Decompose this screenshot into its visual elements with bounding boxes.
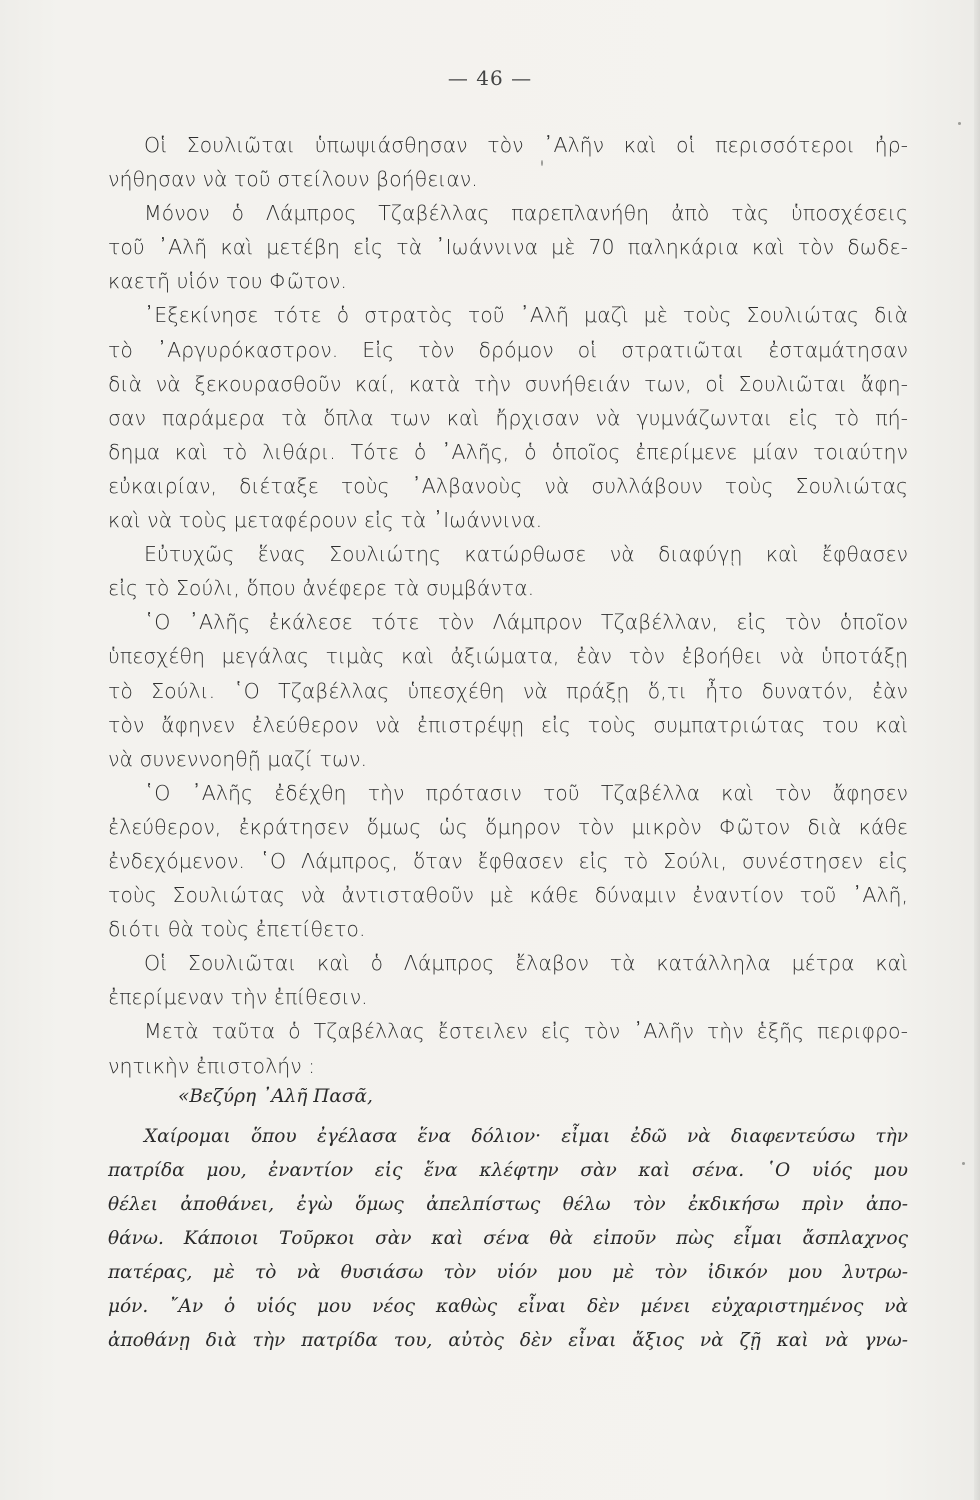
text-line: δημα καὶ τὸ λιθάρι. Τότε ὁ ᾿Αλῆς, ὁ ὁποῖος ἐπερίμενε μίαν τοιαύτην — [108, 439, 908, 464]
letter-line: θέλει ἀποθάνει, ἐγὼ ὅμως ἀπελπίστως θέλω τὸν ἐκδικήσω πρὶν ἀπο- — [108, 1194, 908, 1215]
body-text — [108, 128, 908, 1083]
letter-salutation: «Βεζύρη ᾿Αλῆ Πασᾶ, — [178, 1086, 373, 1107]
text-line: ῾Ο ᾿Αλῆς ἐκάλεσε τότε τὸν Λάμπρον Τζαβέλλαν, εἰς τὸν ὁποῖον — [144, 610, 908, 635]
paper-speck — [958, 122, 961, 125]
paper-speck — [962, 1162, 965, 1165]
text-line: νητικὴν ἐπιστολήν : — [108, 1053, 316, 1078]
text-line: σαν παράμερα τὰ ὅπλα των καὶ ἤρχισαν νὰ γυμνάζωνται εἰς τὸ πή- — [108, 405, 908, 430]
text-line: τὸν ἄφηνεν ἐλεύθερον νὰ ἐπιστρέψῃ εἰς τοὺς συμπατριώτας του καὶ — [108, 712, 908, 737]
text-line: ἐπερίμεναν τὴν ἐπίθεσιν. — [108, 985, 368, 1010]
letter-line: πατρίδα μου, ἐναντίον εἰς ἕνα κλέφτην σὰν καὶ σένα. ῾Ο υἱός μου — [108, 1160, 908, 1181]
page-edge — [974, 0, 980, 1500]
text-line: ἐλεύθερον, ἐκράτησεν ὅμως ὡς ὅμηρον τὸν μικρὸν Φῶτον διὰ κάθε — [108, 814, 908, 839]
text-line: Οἱ Σουλιῶται ὑπωψιάσθησαν τὸν ᾿Αλῆν καὶ οἱ περισσότεροι ἠρ- — [144, 133, 908, 157]
text-line: Μόνον ὁ Λάμπρος Τζαβέλλας παρεπλανήθη ἀπὸ τὰς ὑποσχέσεις — [144, 201, 908, 226]
paper-speck — [541, 160, 543, 166]
text-line: Οἱ Σουλιῶται καὶ ὁ Λάμπρος ἔλαβον τὰ κατάλληλα μέτρα καὶ — [144, 951, 908, 976]
text-line: ὑπεσχέθη μεγάλας τιμὰς καὶ ἀξιώματα, ἐὰν τὸν ἐβοήθει νὰ ὑποτάξῃ — [108, 644, 908, 669]
text-line: τὸ Σούλι. ῾Ο Τζαβέλλας ὑπεσχέθη νὰ πράξῃ ὅ,τι ἦτο δυνατόν, ἐὰν — [108, 678, 908, 703]
letter-line: ἀποθάνῃ διὰ τὴν πατρίδα του, αὐτὸς δὲν εἶναι ἄξιος νὰ ζῇ καὶ νὰ γνω- — [108, 1330, 908, 1351]
text-line: διὰ νὰ ξεκουρασθοῦν καί, κατὰ τὴν συνήθειάν των, οἱ Σουλιῶται ἄφη- — [108, 371, 908, 396]
text-line: εἰς τὸ Σούλι, ὅπου ἀνέφερε τὰ συμβάντα. — [108, 576, 535, 601]
letter-line: θάνω. Κάποιοι Τοῦρκοι σὰν καὶ σένα θὰ εἰποῦν πὼς εἶμαι ἄσπλαχνος — [108, 1228, 908, 1249]
letter-line: μόν. ῎Αν ὁ υἱός μου νέος καθὼς εἶναι δὲν μένει εὐχαριστημένος νὰ — [108, 1296, 908, 1317]
text-line: Μετὰ ταῦτα ὁ Τζαβέλλας ἔστειλεν εἰς τὸν ᾿Αλῆν τὴν ἑξῆς περιφρο- — [144, 1019, 908, 1044]
letter-text — [108, 1080, 908, 1358]
page-number: — 46 — — [447, 66, 533, 90]
text-line: ἐνδεχόμενον. ῾Ο Λάμπρος, ὅταν ἔφθασεν εἰς τὸ Σούλι, συνέστησεν εἰς — [108, 848, 908, 873]
text-line: καετῆ υἱόν του Φῶτον. — [108, 269, 347, 294]
text-line: νήθησαν νὰ τοῦ στείλουν βοήθειαν. — [108, 167, 478, 192]
letter-line: Χαίρομαι ὅπου ἐγέλασα ἕνα δόλιον· εἶμαι ἐδῶ νὰ διαφεντεύσω τὴν — [144, 1126, 908, 1147]
text-line: τὸ ᾿Αργυρόκαστρον. Εἰς τὸν δρόμον οἱ στρατιῶται ἐσταμάτησαν — [108, 337, 908, 362]
text-line: τοὺς Σουλιώτας νὰ ἀντισταθοῦν μὲ κάθε δύναμιν ἐναντίον τοῦ ᾿Αλῆ, — [108, 883, 908, 908]
text-line: Εὐτυχῶς ἕνας Σουλιώτης κατώρθωσε νὰ διαφύγῃ καὶ ἔφθασεν — [144, 542, 908, 567]
text-line: διότι θὰ τοὺς ἐπετίθετο. — [108, 917, 366, 942]
text-line: ῾Ο ᾿Αλῆς ἐδέχθη τὴν πρότασιν τοῦ Τζαβέλλα καὶ τὸν ἄφησεν — [144, 780, 908, 805]
text-line: τοῦ ᾿Αλῆ καὶ μετέβη εἰς τὰ ᾿Ιωάννινα μὲ 70 παληκάρια καὶ τὸν δωδε- — [108, 235, 908, 260]
text-line: νὰ συνεννοηθῇ μαζί των. — [108, 746, 367, 771]
letter-line: πατέρας, μὲ τὸ νὰ θυσιάσω τὸν υἱόν μου μὲ τὸν ἰδικόν μου λυτρω- — [108, 1262, 908, 1283]
text-line: καὶ νὰ τοὺς μεταφέρουν εἰς τὰ ᾿Ιωάννινα. — [108, 508, 543, 533]
text-line: εὐκαιρίαν, διέταξε τοὺς ᾿Αλβανοὺς νὰ συλλάβουν τοὺς Σουλιώτας — [108, 473, 908, 498]
text-line: ᾿Εξεκίνησε τότε ὁ στρατὸς τοῦ ᾿Αλῆ μαζὶ μὲ τοὺς Σουλιώτας διὰ — [144, 303, 908, 328]
